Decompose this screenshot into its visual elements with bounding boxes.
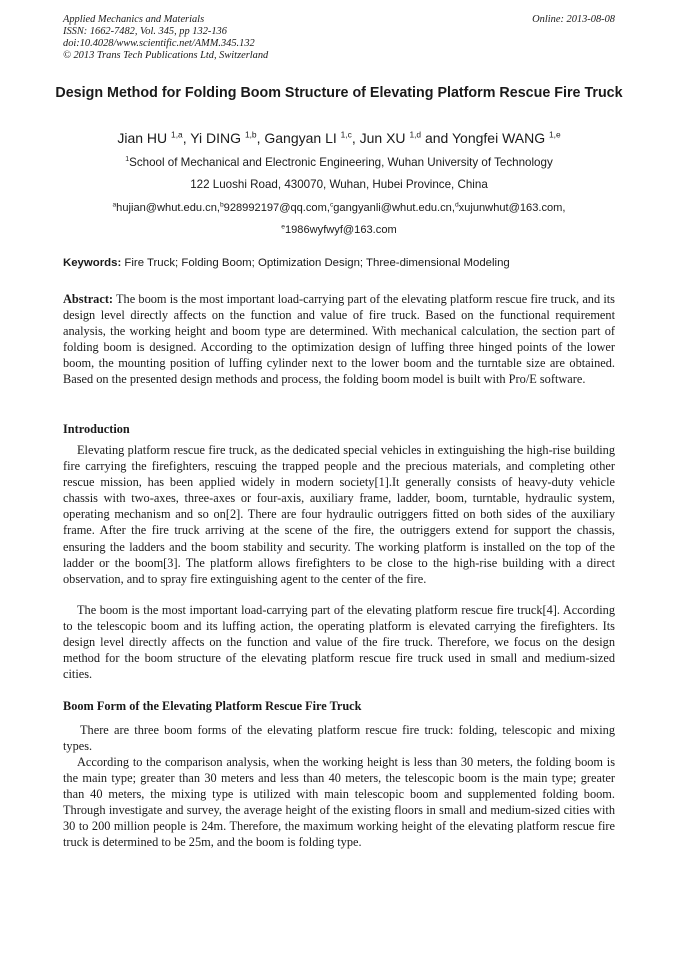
author-name: Gangyan LI <box>264 130 341 146</box>
author-separator: , <box>351 130 360 146</box>
email-sup: e <box>281 223 285 231</box>
keywords <box>63 256 623 270</box>
author-name: Yi DING <box>190 130 245 146</box>
email-separator: , <box>562 202 566 214</box>
author-affiliation-sup: 1,a <box>171 129 183 140</box>
affiliation-line-1 <box>40 156 638 170</box>
email-address[interactable]: 928992197@qq.com <box>223 202 327 214</box>
email-sup: c <box>329 201 334 209</box>
keywords-text: Fire Truck; Folding Boom; Optimization Design; Three-dimensional Modeling <box>124 257 510 269</box>
email-address[interactable]: hujian@whut.edu.cn <box>116 202 217 214</box>
issn-line: ISSN: 1662-7482, Vol. 345, pp 132-136 <box>63 26 227 37</box>
email-sup: d <box>454 201 459 209</box>
intro-paragraph-2: The boom is the most important load-carrying part of the elevating platform rescue fire truck[4]. According to the telescopic boom and its luffing action, the operating platform is elevated carrying the firefighters. Its design level directly affects on the function and value of the fire truck. Therefore, we focus on the design method for the boom structure of the elevating platform rescue fire truck used in small and medium-sized cities. <box>63 603 615 682</box>
section-heading-boom-form: Boom Form of the Elevating Platform Rescue Fire Truck <box>63 699 362 713</box>
affiliation-text: School of Mechanical and Electronic Engineering, Wuhan University of Technology <box>129 156 553 169</box>
author-separator: and <box>421 130 452 146</box>
email-address[interactable]: 1986wyfwyf@163.com <box>284 224 397 236</box>
boom-paragraph-2: According to the comparison analysis, when the working height is less than 30 meters, the folding boom is the main type; greater than 30 meters and less than 40 meters, the telescopic boom is the main type; greater than 40 meters, the mixing type is utilized with main telescopic boom and supplemented folding boom. Through investigate and survey, the average height of the existing floors in small and medium-sized cities with 30 to 200 million people is 24m. Therefore, the maximum working height of the elevating platform rescue fire truck is determined to be 25m, and the boom is folding type. <box>63 755 615 850</box>
email-address[interactable]: gangyanli@whut.edu.cn <box>333 202 452 214</box>
email-address[interactable]: xujunwhut@163.com <box>458 202 563 214</box>
email-separator: , <box>451 202 455 214</box>
affiliation-line-2: 122 Luoshi Road, 430070, Wuhan, Hubei Province, China <box>190 178 488 191</box>
journal-header <box>63 14 615 62</box>
author-separator: , <box>182 130 191 146</box>
author-name: Jian HU <box>117 130 172 146</box>
journal-name: Applied Mechanics and Materials <box>63 14 205 25</box>
author-name: Yongfei WANG <box>451 130 549 146</box>
affiliation-sup: 1 <box>125 156 130 164</box>
email-line-2 <box>40 223 638 237</box>
email-separator: , <box>326 202 330 214</box>
author-affiliation-sup: 1,b <box>244 129 257 140</box>
author-separator: , <box>256 130 265 146</box>
author-name: Jun XU <box>359 130 410 146</box>
intro-paragraph-1: Elevating platform rescue fire truck, as the dedicated special vehicles in extinguishing the high-rise building fire carrying the firefighters, rescuing the trapped people and the precious materials, and completing other rescue mission, has been applied widely in modern society[1].It generally consists of heavy-duty vehicle chassis with two-axes, three-axes or four-axis, auxiliary frame, ladder, boom, turntable, hydraulic system, operating mechanism and so on[2]. There are four hydraulic outriggers fitted on both sides of the auxiliary frame. After the fire truck arriving at the scene of the fire, the outriggers extend for support the chassis, ensuring the ladders and the boom stability and security. The working platform is installed on the top of the ladder or the boom[3]. The platform allows firefighters to be close to the high-rise building with a direct observation, and to spray fire extinguishing agent to the center of the fire. <box>63 443 615 586</box>
abstract-text: The boom is the most important load-carrying part of the elevating platform rescue fire truck, and its design level directly affects on the function and value of fire truck. Based on the functional requirement analysis, the working height and boom type are determined. With mechanical calculation, the section part of folding boom is designed. According to the optimization design of luffing three hinged points of the lower boom, the mounting position of luffing cylinder next to the lower boom and the turntable size are obtained. Based on the presented design methods and process, the folding boom model is built with Pro/E software. <box>63 292 615 387</box>
boom-paragraph-1: There are three boom forms of the elevating platform rescue fire truck: folding, telescopic and mixing types. <box>63 723 615 754</box>
abstract-label: Abstract: <box>63 292 114 306</box>
author-list <box>40 128 638 148</box>
paper-title: Design Method for Folding Boom Structure of Elevating Platform Rescue Fire Truck <box>55 85 623 101</box>
email-sup: b <box>219 201 224 209</box>
doi-line: doi:10.4028/www.scientific.net/AMM.345.132 <box>63 38 255 49</box>
author-affiliation-sup: 1,c <box>340 129 352 140</box>
section-heading-introduction: Introduction <box>63 422 130 436</box>
author-affiliation-sup: 1,d <box>409 129 422 140</box>
email-separator: , <box>216 202 220 214</box>
author-affiliation-sup: 1,e <box>549 129 561 140</box>
online-date: Online: 2013-08-08 <box>532 14 615 25</box>
keywords-label: Keywords: <box>63 257 122 269</box>
abstract <box>63 291 615 388</box>
email-line-1 <box>40 201 638 215</box>
email-sup: a <box>112 201 117 209</box>
copyright-line: © 2013 Trans Tech Publications Ltd, Switzerland <box>63 50 269 61</box>
